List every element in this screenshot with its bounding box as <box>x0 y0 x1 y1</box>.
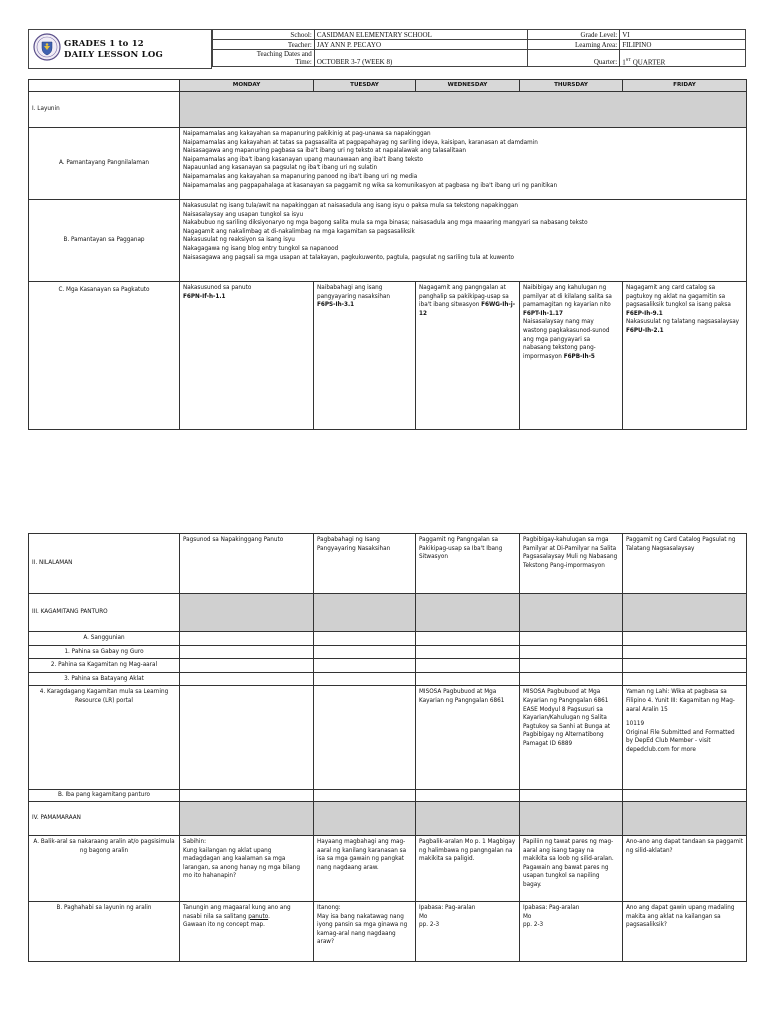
empty-cell <box>180 659 314 673</box>
nilalaman-tuesday: Pagbabahagi ng Isang Pangyayaring Nasaksihan <box>314 534 416 594</box>
balik-aral-wednesday: Pagbalik-aralan Mo p. 1 Magbigay ng halimbawa ng pangngalan na makikita sa paligid. <box>416 835 520 901</box>
paghahabi-monday: Tanungin ang magaaral kung ano ang nasabi nila sa salitang panuto. Gawaan ito ng concept map. <box>180 901 314 961</box>
kagamitan-shaded <box>623 594 747 632</box>
nilalaman-wednesday: Paggamit ng Pangngalan sa Pakikipag-usap sa Iba't Ibang Sitwasyon <box>416 534 520 594</box>
pamamaraan-label: IV. PAMAMARAAN <box>29 801 180 835</box>
empty-cell <box>623 790 747 802</box>
empty-cell <box>416 790 520 802</box>
pamantayang-pangnilalaman-label: A. Pamantayang Pangnilalaman <box>29 128 180 200</box>
day-friday: FRIDAY <box>623 80 747 92</box>
lr-wednesday: MISOSA Pagbubuod at Mga Kayarian ng Pangngalan 6861 <box>416 686 520 790</box>
balik-aral-friday: Ano-ano ang dapat tandaan sa paggamit ng silid-aklatan? <box>623 835 747 901</box>
performance-standard-line: Nakasusulat ng isang tula/awit na napakinggan at naisasadula ang isang isyu o paksa mula sa tekstong napakinggan <box>183 203 518 209</box>
empty-cell <box>314 672 416 686</box>
teacher-value: JAY ANN P. PECAYO <box>314 40 528 50</box>
kasanayan-monday <box>180 282 314 430</box>
empty-cell <box>314 686 416 790</box>
kasanayan-code: F6WG-Ih-j-12 <box>419 302 516 317</box>
balik-aral-tuesday: Hayaang magbahagi ang mag-aaral ng kanilang karanasan sa isa sa mga gawain ng pangkat nang nagdaang araw. <box>314 835 416 901</box>
dates-label-line1: Teaching Dates and <box>256 50 312 58</box>
kasanayan-wednesday <box>416 282 520 430</box>
blank-header-cell <box>29 80 180 92</box>
empty-cell <box>416 645 520 659</box>
content-standard-line: Naisasagawa ang mapanuring pagbasa sa iba't ibang uri ng teksto at napalalawak ang talasalitaan <box>183 148 466 155</box>
content-standard-line: Napauunlad ang kasanayan sa pagsulat ng iba't ibang uri ng sulatin <box>183 165 378 172</box>
pamantayang-pangnilalaman-content <box>180 128 747 200</box>
empty-cell <box>623 672 747 686</box>
kasanayan-friday <box>623 282 747 430</box>
paghahabi-heading: Ipabasa: Pag-aralan <box>523 904 580 911</box>
gabay-ng-guro-label: 1. Pahina sa Gabay ng Guro <box>29 645 180 659</box>
iba-pang-kagamitan-label: B. Iba pang kagamitang panturo <box>29 790 180 802</box>
paghahabi-pages: pp. 2-3 <box>419 922 440 929</box>
balik-aral-text: Kung kailangan ng aklat upang madagdagan ang kaalaman sa mga larangan, sa anong hanay ng mga bilang mo ito hahanapin? <box>183 847 300 880</box>
content-standard-line: Naipamamalas ang iba't ibang kasanayan upang maunawaan ang iba't ibang teksto <box>183 156 423 163</box>
quarter-suffix: ST <box>625 56 631 62</box>
kasanayan-code: F6PS-Ih-3.1 <box>317 302 355 309</box>
empty-cell <box>520 659 623 673</box>
kasanayan-text: Nagagamit ang card catalog sa pagtukoy ng aklat na gagamitin sa pagsasaliksik tungkol sa isang paksa <box>626 285 731 309</box>
empty-cell <box>180 632 314 646</box>
pamamaraan-shaded <box>180 801 314 835</box>
school-value: CASIDMAN ELEMENTARY SCHOOL <box>314 30 528 40</box>
empty-cell <box>416 659 520 673</box>
paghahabi-text: Tanungin ang magaaral kung ano ang nasabi nila sa salitang <box>183 904 291 920</box>
pamantayan-sa-pagganap-content <box>180 200 747 282</box>
kasanayan-text: Naibabahagi ang isang pangyayaring nasaksihan <box>317 285 391 300</box>
kasanayan-text: Nagagamit ang pangngalan at panghalip sa pakikipag-usap sa iba't ibang sitwasyon <box>419 285 509 309</box>
kagamitan-shaded <box>314 594 416 632</box>
learning-area-value: FILIPINO <box>620 40 746 50</box>
paghahabi-friday: Ano ang dapat gawin upang madaling makita ang aklat na kailangan sa pagsasaliksik? <box>623 901 747 961</box>
paghahabi-heading: Itanong: <box>317 904 341 911</box>
paghahabi-tuesday <box>314 901 416 961</box>
lr-friday-id: 10119 <box>626 721 645 728</box>
paghahabi-label: B. Paghahabi sa layunin ng aralin <box>29 901 180 961</box>
paghahabi-pages: pp. 2-3 <box>523 922 544 929</box>
empty-cell <box>314 645 416 659</box>
quarter-text: QUARTER <box>630 58 666 66</box>
performance-standard-line: Nakabubuo ng sariling diksiyonaryo ng mga bagong salita mula sa mga binasa; naisasadula ang mga maaaring mangyari sa nabasang teksto <box>183 220 588 227</box>
grade-level-value: VI <box>620 30 746 40</box>
empty-cell <box>180 645 314 659</box>
empty-cell <box>416 632 520 646</box>
empty-cell <box>314 659 416 673</box>
day-wednesday: WEDNESDAY <box>416 80 520 92</box>
empty-cell <box>623 632 747 646</box>
content-standard-line: Naipamamalas ang pagpapahalaga at kasanayan sa paggamit ng wika sa komunikasyon at pagbasa ng iba't ibang uri ng panitikan <box>183 182 558 189</box>
day-thursday: THURSDAY <box>520 80 623 92</box>
empty-cell <box>180 672 314 686</box>
performance-standard-line: Naisasalaysay ang usapan tungkol sa isyu <box>183 211 304 218</box>
dates-label <box>213 50 315 67</box>
kasanayan-text: Naibibigay ang kahulugan ng pamilyar at di kilalang salita sa pamamagitan ng kayarian nito <box>523 285 612 309</box>
header-info-table <box>212 29 746 67</box>
empty-cell <box>180 790 314 802</box>
nilalaman-monday: Pagsunod sa Napakinggang Panuto <box>180 534 314 594</box>
kasanayan-text: Naisasalaysay nang may wastong pagkakasunod-sunod ang mga pangyayari sa nabasang tekstong pang-impormasyon <box>523 319 610 360</box>
lr-friday-credit: Original File Submitted and Formatted by DepEd Club Member - visit depedclub.com for more <box>626 729 735 753</box>
nilalaman-friday: Paggamit ng Card Catalog Pagsulat ng Talatang Nagsasalaysay <box>623 534 747 594</box>
kagamitan-ng-mag-aaral-label: 2. Pahina sa Kagamitan ng Mag-aaral <box>29 659 180 673</box>
empty-cell <box>416 672 520 686</box>
kagamitan-shaded <box>416 594 520 632</box>
kasanayan-text: Nakasusunod sa panuto <box>183 285 252 291</box>
nilalaman-label: II. NILALAMAN <box>29 534 180 594</box>
kasanayan-text: Nakasusulat ng talatang nagsasalaysay <box>626 319 740 326</box>
paghahabi-text: Mo <box>523 913 532 920</box>
lesson-procedure-table <box>28 533 747 962</box>
kagamitan-shaded <box>180 594 314 632</box>
empty-cell <box>623 659 747 673</box>
pamamaraan-shaded <box>623 801 747 835</box>
learning-area-label: Learning Area: <box>528 40 620 50</box>
layunin-table <box>28 79 747 430</box>
batayang-aklat-label: 3. Pahina sa Batayang Aklat <box>29 672 180 686</box>
kagamitan-shaded <box>520 594 623 632</box>
day-tuesday: TUESDAY <box>314 80 416 92</box>
quarter-number: 1 <box>622 58 626 66</box>
kasanayan-code: F6EP-Ih-9.1 <box>626 310 663 317</box>
lr-friday-text: Yaman ng Lahi: Wika at pagbasa sa Filipino 4. Yunit III: Kagamitan ng Mag-aaral Aralin 15 <box>626 689 735 713</box>
empty-cell <box>520 632 623 646</box>
school-label: School: <box>213 30 315 40</box>
pamamaraan-shaded <box>314 801 416 835</box>
performance-standard-line: Nakasusulat ng reaksiyon sa isang isyu <box>183 237 295 244</box>
content-standard-line: Naipamamalas ang kakayahan sa mapanuring pakikinig at pag-unawa sa napakinggan <box>183 131 431 137</box>
lr-portal-label: 4. Karagdagang Kagamitan mula sa Learning Resource (LR) portal <box>29 686 180 790</box>
empty-cell <box>520 645 623 659</box>
balik-aral-heading: Sabihin: <box>183 838 206 845</box>
kasanayan-code: F6PB-Ih-5 <box>563 353 595 360</box>
sanggunian-label: A. Sanggunian <box>29 632 180 646</box>
mga-kasanayan-label: C. Mga Kasanayan sa Pagkatuto <box>29 282 180 430</box>
title-line-2: DAILY LESSON LOG <box>64 50 163 60</box>
nilalaman-thursday: Pagbibigay-kahulugan sa mga Pamilyar at Di-Pamilyar na Salita Pagsasalaysay Muli ng Nabasang Tekstong Pang-impormasyon <box>520 534 623 594</box>
empty-cell <box>520 672 623 686</box>
paghahabi-wednesday <box>416 901 520 961</box>
performance-standard-line: Naisasagawa ang pagsali sa mga usapan at talakayan, pagkukuwento, pagtula, pagsulat ng sariling tula at kuwento <box>183 254 515 261</box>
quarter-value <box>620 50 746 67</box>
kasanayan-code: F6PT-Ih-1.17 <box>523 310 563 317</box>
balik-aral-monday <box>180 835 314 901</box>
content-standard-line: Naipamamalas ang kakayahan at tatas sa pagsasalita at pagpapahayag ng sariling ideya, kaisipan, karanasan at damdamin <box>183 139 538 146</box>
paghahabi-text: Mo <box>419 913 428 920</box>
balik-aral-thursday: Papiliin ng tawat pares ng mag-aaral ang isang tagay na makikita sa loob ng silid-aralan. Pagawain ang bawat pares ng usapan tungkol sa napiling bagay. <box>520 835 623 901</box>
empty-cell <box>520 790 623 802</box>
kagamitang-panturo-label: III. KAGAMITANG PANTURO <box>29 594 180 632</box>
day-monday: MONDAY <box>180 80 314 92</box>
teacher-label: Teacher: <box>213 40 315 50</box>
empty-cell <box>314 790 416 802</box>
layunin-label: I. Layunin <box>29 92 180 128</box>
document-title <box>64 39 163 61</box>
lr-thursday: MISOSA Pagbubuod at Mga Kayarian ng Pangngalan 6861 EASE Modyul 8 Pagsusuri sa Kayarian/Kahulugan ng Salita Pagtukoy sa Sanhi at Bunga at Pagbibigay ng Alternatibong Pamagat ID 6889 <box>520 686 623 790</box>
kasanayan-code: F6PN-If-h-1.1 <box>183 293 226 300</box>
layunin-shaded <box>180 92 747 128</box>
pamantayan-sa-pagganap-label: B. Pamantayan sa Pagganap <box>29 200 180 282</box>
paghahabi-underlined-word: panuto <box>248 913 269 920</box>
pamamaraan-shaded <box>520 801 623 835</box>
dates-value: OCTOBER 3-7 (WEEK 8) <box>314 50 528 67</box>
performance-standard-line: Nakagagawa ng isang blog entry tungkol sa napanood <box>183 245 339 252</box>
empty-cell <box>180 686 314 790</box>
empty-cell <box>314 632 416 646</box>
kasanayan-tuesday <box>314 282 416 430</box>
balik-aral-label: A. Balik-aral sa nakaraang aralin at/o pagsisimula ng bagong aralin <box>29 835 180 901</box>
empty-cell <box>623 645 747 659</box>
grade-level-label: Grade Level: <box>528 30 620 40</box>
performance-standard-line: Nagagamit ang nakalimbag at di-nakalimbag na mga kagamitan sa pagsasaliksik <box>183 228 415 235</box>
content-standard-line: Naipamamalas ang kakayahan sa mapanuring panood ng iba't ibang uri ng media <box>183 173 418 180</box>
paghahabi-instruction: Gawaan ito ng concept map. <box>183 922 265 929</box>
pamamaraan-shaded <box>416 801 520 835</box>
quarter-label: Quarter: <box>528 50 620 67</box>
paghahabi-text: May isa bang nakatawag nang iyong pansin sa mga ginawa ng kamag-aral nang nagdaang araw? <box>317 913 408 946</box>
kasanayan-code: F6PU-Ih-2.1 <box>626 327 664 334</box>
lr-friday <box>623 686 747 790</box>
dates-label-line2: Time: <box>295 58 312 66</box>
kasanayan-thursday <box>520 282 623 430</box>
deped-seal-icon <box>33 33 61 61</box>
paghahabi-heading: Ipabasa: Pag-aralan <box>419 904 476 911</box>
paghahabi-thursday <box>520 901 623 961</box>
title-line-1: GRADES 1 to 12 <box>64 39 144 49</box>
